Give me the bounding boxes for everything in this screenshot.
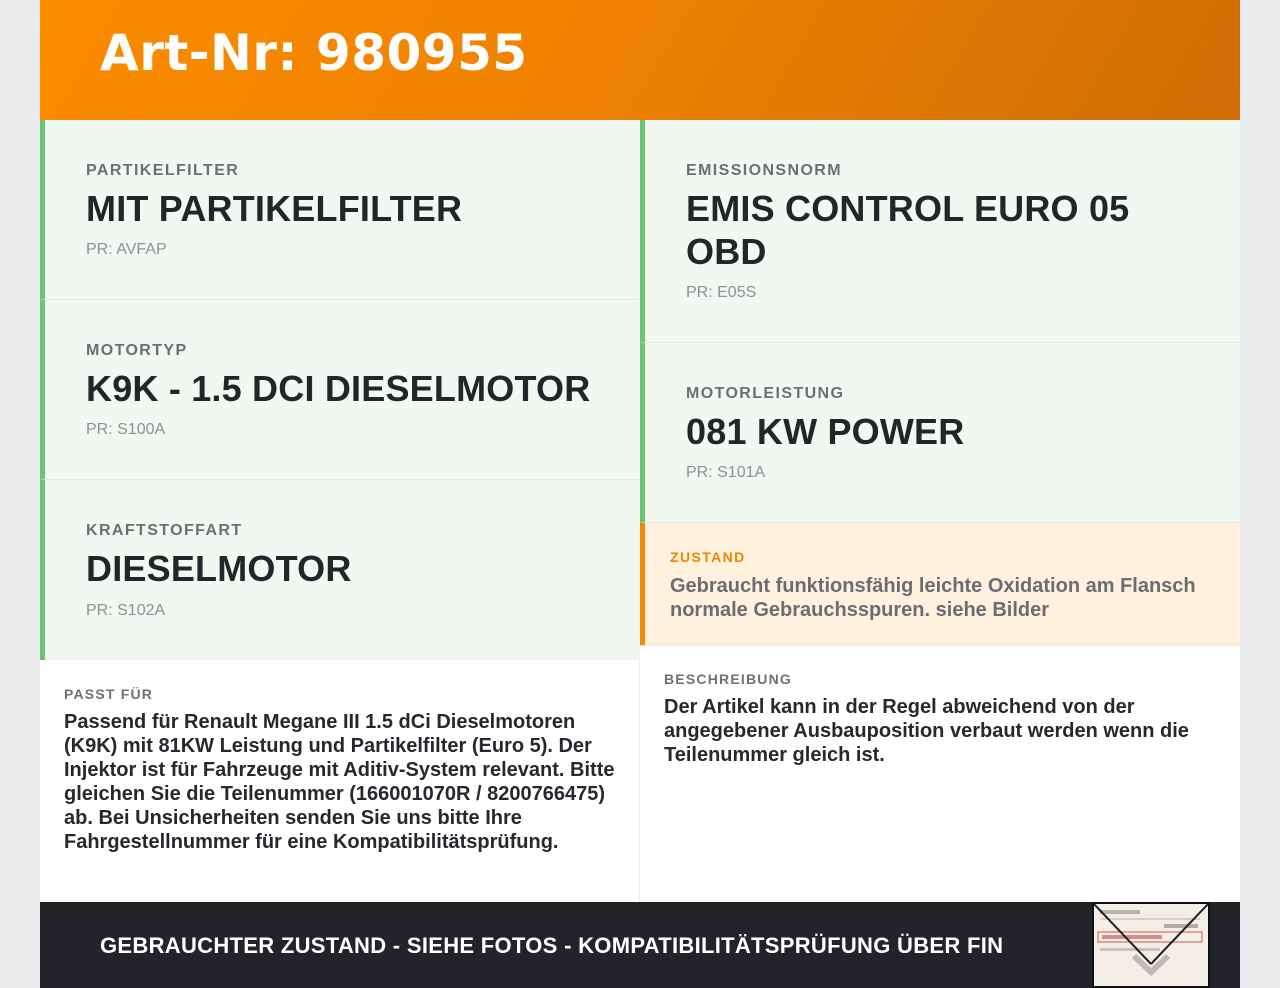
- spec-motortyp: [40, 300, 640, 480]
- spec-label: PARTIKELFILTER: [86, 162, 240, 179]
- spec-label: EMISSIONSNORM: [686, 162, 842, 179]
- specs-left-column: [40, 120, 640, 661]
- spec-label: KRAFTSTOFFART: [86, 522, 243, 539]
- footer-text: GEBRAUCHTER ZUSTAND - SIEHE FOTOS - KOMPATIBILITÄTSPRÜFUNG ÜBER FIN: [100, 933, 1004, 958]
- spec-emissionsnorm: [640, 120, 1240, 343]
- spec-motorleistung: [640, 343, 1240, 523]
- description-label: BESCHREIBUNG: [664, 671, 792, 687]
- spec-value: 081 KW POWER: [686, 411, 965, 452]
- footer-bar: [40, 902, 1240, 988]
- spec-value-line-2: OBD: [686, 231, 767, 272]
- spec-pr-code: PR: S101A: [686, 464, 766, 481]
- document-thumbnail-icon[interactable]: [1092, 902, 1210, 988]
- spec-pr-code: PR: AVFAP: [86, 241, 167, 258]
- spec-label: MOTORTYP: [86, 342, 188, 359]
- spec-kraftstoffart: [40, 480, 640, 661]
- spec-pr-code: PR: S100A: [86, 421, 166, 438]
- condition-box: [640, 523, 1240, 645]
- product-sheet: [40, 0, 1240, 988]
- article-number-title: Art-Nr: 980955: [100, 24, 528, 82]
- spec-partikelfilter: [40, 120, 640, 300]
- spec-label: MOTORLEISTUNG: [686, 385, 845, 402]
- specs-right-column: [640, 120, 1240, 523]
- spec-value-line-1: EMIS CONTROL EURO 05: [686, 188, 1130, 229]
- spec-value: MIT PARTIKELFILTER: [86, 188, 463, 229]
- spec-value: K9K - 1.5 DCI DIESELMOTOR: [86, 368, 591, 409]
- header-banner: [40, 0, 1240, 120]
- description-text: Der Artikel kann in der Regel abweichend von der angegebener Ausbauposition verbaut werden wenn die Teilenummer gleich ist.: [664, 696, 1189, 766]
- spec-pr-code: PR: S102A: [86, 602, 166, 619]
- condition-text: Gebraucht funktionsfähig leichte Oxidation am Flansch normale Gebrauchsspuren. siehe Bilder: [670, 575, 1196, 621]
- description-section: [640, 645, 1240, 902]
- fits-text: Passend für Renault Megane III 1.5 dCi Dieselmotoren (K9K) mit 81KW Leistung und Partikelfilter (Euro 5). Der Injektor ist für Fahrzeuge mit Aditiv-System relevant. Bitte gleichen Sie die Teilenummer (166001070R / 8200766475) ab. Bei Unsicherheiten senden Sie uns bitte Ihre Fahrgestellnummer für eine Kompatibilitätsprüfung.: [64, 711, 615, 853]
- fits-label: PASST FÜR: [64, 686, 154, 702]
- condition-label: ZUSTAND: [670, 549, 746, 565]
- spec-value: DIESELMOTOR: [86, 548, 352, 589]
- fits-section: [40, 660, 640, 902]
- spec-pr-code: PR: E05S: [686, 284, 757, 301]
